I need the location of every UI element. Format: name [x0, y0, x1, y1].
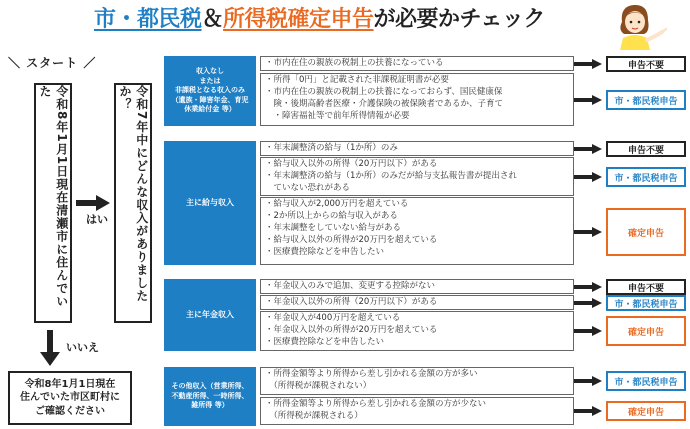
title-check: が必要かチェック [373, 7, 545, 32]
arrow-icon [574, 59, 602, 69]
result-final-return: 確定申告 [606, 316, 686, 346]
condition-salary-final-return [260, 197, 574, 265]
condition-text: ・給与収入が2,000万円を超えている [265, 199, 409, 209]
category-other-line-1: その他収入（営業所得、 [171, 382, 249, 391]
start-label: ＼ スタート ／ [8, 56, 97, 70]
arrow-icon [574, 227, 602, 237]
condition-text: ・年末調整済の給与（1か所）のみだが給与支払報告書が提出され [265, 170, 517, 181]
category-no-income-line-1: 収入なし [196, 67, 224, 76]
result-city-tax: 市・都民税申告 [606, 167, 686, 187]
category-other-income [164, 367, 256, 426]
title-city-tax: 市・都民税 [94, 7, 202, 32]
condition-text: ・年末調整をしていない給与がある [265, 222, 402, 233]
question-income-text: 令和7年中にどんな収入がありましたか？ [118, 85, 149, 303]
category-no-income [164, 56, 256, 126]
condition-other-not-taxed [260, 367, 574, 395]
yes-arrow-icon [76, 195, 110, 211]
condition-text: ・年金収入以外の所得（20万円以下）がある [265, 297, 438, 307]
condition-text: （所得税が課税されない） [265, 380, 372, 391]
condition-text: ・年末調整済の給与（1か所）のみ [265, 143, 398, 153]
arrow-icon [574, 172, 602, 182]
question-resident-box [34, 83, 72, 323]
arrow-icon [574, 282, 602, 292]
arrow-icon [574, 144, 602, 154]
arrow-icon [574, 376, 602, 386]
category-no-income-line-4: （遺族・障害年金、育児 [171, 95, 249, 104]
guide-woman-illustration [608, 2, 670, 50]
category-pension: 主に年金収入 [164, 279, 256, 351]
category-other-line-2: 不動産所得、一時所得、 [171, 391, 249, 400]
no-arrow-icon [38, 330, 62, 366]
confirm-line-2: 住んでいた市区町村に [20, 392, 120, 404]
condition-pension-only [260, 279, 574, 294]
yes-label: はい [86, 213, 108, 226]
condition-text: ・医療費控除などを申告したい [265, 246, 385, 257]
result-city-tax: 市・都民税申告 [606, 371, 686, 391]
condition-text: ・市内在住の親族の税制上の扶養になっている [265, 58, 444, 68]
condition-text: ・給与収入以外の所得（20万円以下）がある [265, 159, 438, 169]
result-final-return: 確定申告 [606, 401, 686, 421]
condition-text: （所得税が課税される） [265, 410, 363, 421]
condition-text: ・医療費控除などを申告したい [265, 336, 385, 347]
result-city-tax: 市・都民税申告 [606, 295, 686, 311]
result-not-required: 申告不要 [606, 279, 686, 295]
category-salary: 主に給与収入 [164, 141, 256, 265]
category-no-income-line-5: 休業給付金 等） [184, 105, 236, 114]
question-income-box [114, 83, 152, 323]
condition-text: ・年金収入が400万円を超えている [265, 313, 401, 323]
result-city-tax: 市・都民税申告 [606, 90, 686, 110]
category-no-income-line-3: 非課税となる収入のみ [175, 86, 245, 95]
condition-salary-year-end [260, 141, 574, 156]
condition-text: ていない恐れがある [265, 182, 351, 193]
condition-salary-small-other [260, 157, 574, 196]
condition-text: ・年金収入のみで追加、変更する控除がない [265, 281, 436, 291]
condition-text: ・所得金額等より所得から差し引かれる金額の方が多い [265, 369, 478, 379]
confirm-line-3: ご確認ください [35, 405, 105, 417]
condition-text: ・所得金額等より所得から差し引かれる金額の方が少ない [265, 399, 487, 409]
title-final-return: 所得税確定申告 [223, 7, 374, 32]
condition-text: ・障害福祉等で前年所得情報が必要 [265, 110, 410, 121]
condition-no-income-dependent [260, 56, 574, 71]
confirm-municipality-box [8, 371, 132, 425]
result-not-required: 申告不要 [606, 56, 686, 72]
arrow-icon [574, 298, 602, 308]
condition-pension-small-other [260, 295, 574, 310]
category-no-income-line-2: または [199, 76, 221, 85]
condition-pension-final-return [260, 311, 574, 351]
condition-text: ・年金収入以外の所得が20万円を超えている [265, 324, 438, 335]
arrow-icon [574, 406, 602, 416]
condition-text: ・給与収入以外の所得が20万円を超えている [265, 234, 438, 245]
no-label: いいえ [66, 341, 99, 354]
arrow-icon [574, 95, 602, 105]
question-resident-text: 令和8年1月1日現在清瀬市に住んでいた [38, 85, 69, 309]
condition-other-taxed [260, 397, 574, 425]
confirm-line-1: 令和8年1月1日現在 [24, 378, 116, 390]
condition-text: 険・後期高齢者医療・介護保険の被保険者であるか、子育て [265, 98, 504, 109]
title-ampersand: ＆ [201, 7, 224, 32]
condition-no-income-certificate [260, 73, 574, 126]
result-not-required: 申告不要 [606, 141, 686, 157]
page-title [94, 2, 545, 32]
condition-text: ・市内在住の親族の税制上の扶養になっておらず、国民健康保 [265, 86, 503, 97]
condition-text: ・所得「0円」と記載された非課税証明書が必要 [265, 75, 449, 85]
result-final-return: 確定申告 [606, 208, 686, 256]
condition-text: ・2か所以上からの給与収入がある [265, 210, 398, 221]
category-other-line-3: 雑所得 等） [191, 401, 229, 410]
arrow-icon [574, 326, 602, 336]
